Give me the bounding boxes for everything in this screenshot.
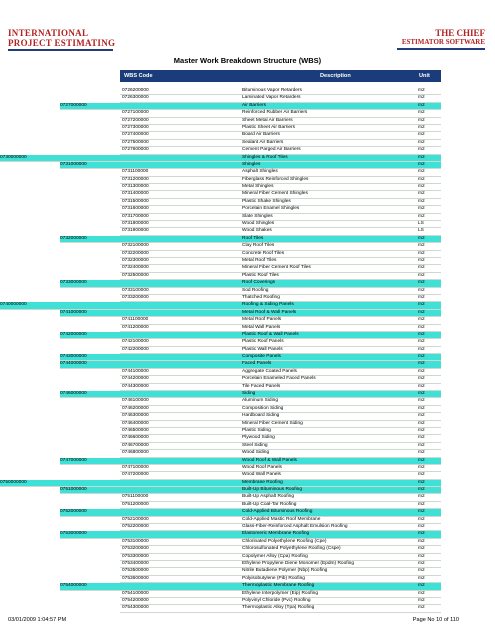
- wbs-description: Sheet Metal Air Barriers: [242, 117, 293, 123]
- wbs-description: Clay Roof Tiles: [242, 243, 275, 249]
- wbs-description: Metal Roof Panels: [242, 317, 282, 323]
- wbs-unit: m2: [418, 413, 425, 419]
- wbs-code: 0746700000: [122, 442, 149, 448]
- wbs-description: Chlorinated Polyethylene Roofing (Cpe): [242, 538, 327, 544]
- table-row: [60, 509, 441, 516]
- wbs-description: Plastic Roof Tiles: [242, 272, 279, 278]
- wbs-description: Sod Roofing: [242, 287, 269, 293]
- column-header-unit: Unit: [419, 73, 430, 79]
- wbs-code: 0754000000: [60, 583, 87, 589]
- wbs-description: Porcelain Enamel Shingles: [242, 206, 300, 212]
- wbs-code: 0730000000: [0, 154, 27, 160]
- wbs-unit: m2: [418, 427, 425, 433]
- wbs-description: Mineral Fiber Cement Roof Tiles: [242, 265, 311, 271]
- wbs-unit: m2: [418, 206, 425, 212]
- wbs-code: 0733200000: [122, 294, 149, 300]
- logo-right-line2: ESTIMATOR SOFTWARE: [401, 38, 485, 46]
- wbs-unit: m2: [418, 376, 425, 382]
- table-row: [120, 191, 441, 198]
- wbs-code: 0752200000: [122, 524, 149, 530]
- wbs-code: 0741100000: [122, 317, 149, 323]
- wbs-description: Wood Shakes: [242, 228, 272, 234]
- wbs-code: 0746200000: [122, 405, 149, 411]
- wbs-description: Mineral Fiber Cement Siding: [242, 420, 303, 426]
- wbs-unit: m2: [418, 176, 425, 182]
- wbs-unit: m2: [418, 243, 425, 249]
- table-row: [120, 546, 441, 553]
- wbs-code: 0742000000: [60, 331, 87, 337]
- table-row: [120, 554, 441, 561]
- table-row: [120, 243, 441, 250]
- wbs-code: 0746400000: [122, 420, 149, 426]
- wbs-description: Roofing & Siding Panels: [242, 302, 294, 308]
- table-row: [120, 273, 441, 280]
- wbs-code: 0744300000: [122, 383, 149, 389]
- wbs-unit: m2: [418, 597, 425, 603]
- wbs-description: Shingles & Roof Tiles: [242, 154, 288, 160]
- wbs-unit: LS: [418, 228, 424, 234]
- wbs-unit: m2: [418, 472, 425, 478]
- wbs-code: 0753400000: [122, 561, 149, 566]
- table-row: [120, 118, 441, 125]
- wbs-unit: m2: [418, 331, 425, 337]
- wbs-description: Plywood Siding: [242, 435, 275, 441]
- wbs-unit: m2: [418, 102, 425, 108]
- wbs-code: 0752000000: [60, 509, 87, 515]
- wbs-table: [0, 88, 441, 613]
- wbs-unit: LS: [418, 221, 424, 227]
- wbs-unit: m2: [418, 154, 425, 160]
- wbs-description: Polyisobutylene (Pib) Roofing: [242, 575, 305, 581]
- wbs-unit: m2: [418, 324, 425, 330]
- wbs-unit: m2: [418, 184, 425, 190]
- wbs-code: 0742100000: [122, 339, 149, 345]
- logo-right-underline: [397, 48, 485, 50]
- wbs-code: 0752100000: [122, 516, 149, 522]
- wbs-unit: m2: [418, 368, 425, 374]
- wbs-description: Faced Panels: [242, 361, 272, 367]
- wbs-code: 0753200000: [122, 546, 149, 552]
- wbs-code: 0732300000: [122, 257, 149, 263]
- wbs-unit: m2: [418, 161, 425, 167]
- table-row: [120, 132, 441, 139]
- wbs-description: Roof Coverings: [242, 280, 276, 286]
- wbs-code: 0753600000: [122, 575, 149, 581]
- wbs-description: Hardboard Siding: [242, 413, 280, 419]
- wbs-code: 0731000000: [60, 161, 87, 167]
- table-row: [0, 155, 441, 162]
- wbs-code: 0746000000: [60, 391, 87, 397]
- wbs-unit: m2: [418, 339, 425, 345]
- wbs-code: 0727400000: [122, 132, 149, 138]
- table-row: [120, 228, 441, 235]
- wbs-unit: m2: [418, 317, 425, 323]
- wbs-unit: m2: [418, 590, 425, 596]
- wbs-code: 0731700000: [122, 213, 149, 219]
- wbs-code: 0731100000: [122, 169, 149, 175]
- wbs-code: 0733100000: [122, 287, 149, 293]
- table-row: [120, 125, 441, 132]
- wbs-description: Fiberglass Reinforced Shingles: [242, 176, 309, 182]
- wbs-code: 0744200000: [122, 376, 149, 382]
- table-row: [120, 406, 441, 413]
- wbs-code: 0747000000: [60, 457, 87, 463]
- wbs-description: Cement Parged Air Barriers: [242, 147, 301, 153]
- table-row: [60, 361, 441, 368]
- wbs-unit: m2: [418, 398, 425, 404]
- wbs-unit: m2: [418, 191, 425, 197]
- table-row: [60, 531, 441, 538]
- wbs-description: Wood Roof & Wall Panels: [242, 457, 297, 463]
- wbs-unit: m2: [418, 575, 425, 581]
- wbs-code: 0754300000: [122, 605, 149, 611]
- wbs-unit: m2: [418, 494, 425, 500]
- wbs-description: Plastic Wall Panels: [242, 346, 283, 352]
- wbs-code: 0731800000: [122, 221, 149, 227]
- wbs-unit: m2: [418, 124, 425, 130]
- table-row: [120, 384, 441, 391]
- wbs-unit: m2: [418, 487, 425, 493]
- wbs-unit: m2: [418, 501, 425, 507]
- wbs-description: Thatched Roofing: [242, 294, 280, 300]
- table-row: [120, 325, 441, 332]
- wbs-unit: m2: [418, 354, 425, 360]
- table-row: [120, 169, 441, 176]
- wbs-unit: m2: [418, 531, 425, 537]
- wbs-code: 0731400000: [122, 191, 149, 197]
- wbs-unit: m2: [418, 117, 425, 123]
- column-header-code: WBS Code: [124, 73, 153, 79]
- wbs-unit: m2: [418, 287, 425, 293]
- wbs-unit: m2: [418, 561, 425, 566]
- wbs-code: 0751100000: [122, 494, 149, 500]
- wbs-code: 0747200000: [122, 472, 149, 478]
- wbs-description: Tile Faced Panels: [242, 383, 281, 389]
- table-row: [60, 583, 441, 590]
- wbs-unit: m2: [418, 583, 425, 589]
- table-row: [120, 413, 441, 420]
- wbs-code: 0753300000: [122, 553, 149, 559]
- wbs-code: 0732400000: [122, 265, 149, 271]
- table-row: [0, 480, 441, 487]
- table-row: [120, 317, 441, 324]
- wbs-description: Composition Siding: [242, 405, 284, 411]
- wbs-code: 0753500000: [122, 568, 149, 574]
- wbs-unit: m2: [418, 479, 425, 485]
- wbs-unit: m2: [418, 553, 425, 559]
- table-row: [0, 302, 441, 309]
- wbs-unit: m2: [418, 435, 425, 441]
- wbs-description: Board Air Barriers: [242, 132, 280, 138]
- wbs-description: Metal Roof Tiles: [242, 257, 277, 263]
- wbs-unit: m2: [418, 88, 425, 93]
- wbs-code: 0743000000: [60, 354, 87, 360]
- wbs-unit: m2: [418, 538, 425, 544]
- table-header: [120, 70, 441, 82]
- table-row: [120, 110, 441, 117]
- wbs-code: 0727300000: [122, 124, 149, 130]
- wbs-unit: m2: [418, 568, 425, 574]
- wbs-code: 0731900000: [122, 228, 149, 234]
- logo-right-line1: THE CHIEF: [435, 28, 485, 38]
- wbs-code: 0754100000: [122, 590, 149, 596]
- wbs-unit: m2: [418, 383, 425, 389]
- wbs-unit: m2: [418, 442, 425, 448]
- wbs-description: Plastic Sheet Air Barriers: [242, 124, 296, 130]
- wbs-code: 0727600000: [122, 147, 149, 153]
- wbs-unit: m2: [418, 309, 425, 315]
- wbs-code: 0732100000: [122, 243, 149, 249]
- wbs-description: Metal Shingles: [242, 184, 274, 190]
- logo-left-line2: PROJECT ESTIMATING: [8, 38, 116, 48]
- page-title: Master Work Breakdown Structure (WBS): [173, 56, 322, 65]
- table-row: [120, 147, 441, 154]
- wbs-code: 0726200000: [122, 88, 149, 93]
- table-row: [120, 472, 441, 479]
- wbs-unit: m2: [418, 213, 425, 219]
- wbs-unit: m2: [418, 294, 425, 300]
- table-row: [120, 95, 441, 102]
- table-row: [60, 310, 441, 317]
- wbs-description: Shingles: [242, 161, 261, 167]
- wbs-description: Glass-Fiber-Reinforced Asphalt Emulsion Roofing: [242, 524, 348, 530]
- wbs-description: Mineral Fiber Cement Shingles: [242, 191, 308, 197]
- table-row: [120, 339, 441, 346]
- wbs-description: Polyvinyl Chloride (Pvc) Roofing: [242, 597, 311, 603]
- wbs-unit: m2: [418, 250, 425, 256]
- wbs-description: Cold-Applied Mastic Roof Membrane: [242, 516, 321, 522]
- wbs-description: Plastic Roof & Wall Panels: [242, 331, 299, 337]
- wbs-unit: m2: [418, 420, 425, 426]
- wbs-code: 0732200000: [122, 250, 149, 256]
- wbs-code: 0753100000: [122, 538, 149, 544]
- wbs-description: Aluminum Siding: [242, 398, 278, 404]
- international-project-estimating-logo: [8, 28, 120, 51]
- wbs-description: Porcelain Enameled Faced Panels: [242, 376, 316, 382]
- wbs-code: 0727000000: [60, 102, 87, 108]
- wbs-code: 0727200000: [122, 117, 149, 123]
- wbs-description: Sealant Air Barriers: [242, 139, 284, 145]
- wbs-unit: m2: [418, 509, 425, 515]
- table-row: [60, 458, 441, 465]
- wbs-description: Built-Up Asphalt Roofing: [242, 494, 294, 500]
- wbs-unit: m2: [418, 605, 425, 611]
- table-row: [120, 443, 441, 450]
- wbs-description: Laminated Vapor Retarders: [242, 95, 301, 101]
- wbs-description: Chlorosulfonated Polyethylene Roofing (Cspe): [242, 546, 341, 552]
- table-row: [120, 517, 441, 524]
- table-row: [120, 376, 441, 383]
- wbs-code: 0746600000: [122, 435, 149, 441]
- table-row: [120, 605, 441, 612]
- wbs-unit: m2: [418, 524, 425, 530]
- wbs-description: Siding: [242, 391, 256, 397]
- wbs-description: Built-Up Bituminous Roofing: [242, 487, 302, 493]
- wbs-description: Nitrile Butadiene Polymer (Nbp) Roofing: [242, 568, 328, 574]
- wbs-unit: m2: [418, 464, 425, 470]
- table-row: [120, 568, 441, 575]
- wbs-description: Metal Roof & Wall Panels: [242, 309, 297, 315]
- wbs-description: Wood Shingles: [242, 221, 275, 227]
- wbs-unit: m2: [418, 346, 425, 352]
- wbs-code: 0727500000: [122, 139, 149, 145]
- wbs-description: Air Barriers: [242, 102, 266, 108]
- wbs-code: 0746300000: [122, 413, 149, 419]
- wbs-code: 0746500000: [122, 427, 149, 433]
- footer-page-number: Page No 10 of 110: [412, 617, 459, 623]
- table-row: [120, 221, 441, 228]
- table-row: [120, 177, 441, 184]
- wbs-description: Slate Shingles: [242, 213, 273, 219]
- wbs-code: 0732500000: [122, 272, 149, 278]
- wbs-code: 0740000000: [0, 302, 27, 308]
- wbs-description: Ethylene Interpolymer (Eip) Roofing: [242, 590, 318, 596]
- wbs-unit: m2: [418, 95, 425, 101]
- wbs-code: 0744100000: [122, 368, 149, 374]
- wbs-code: 0746800000: [122, 450, 149, 456]
- table-row: [120, 265, 441, 272]
- wbs-code: 0746100000: [122, 398, 149, 404]
- wbs-unit: m2: [418, 235, 425, 241]
- wbs-unit: m2: [418, 516, 425, 522]
- wbs-unit: m2: [418, 132, 425, 138]
- table-row: [120, 251, 441, 258]
- wbs-description: Wood Siding: [242, 450, 270, 456]
- wbs-code: 0751000000: [60, 487, 87, 493]
- wbs-description: Copolymer Alloy (Cpa) Roofing: [242, 553, 308, 559]
- wbs-description: Built-Up Coal-Tar Roofing: [242, 501, 297, 507]
- wbs-unit: m2: [418, 450, 425, 456]
- wbs-code: 0732000000: [60, 235, 87, 241]
- wbs-code: 0727100000: [122, 110, 149, 116]
- wbs-description: Plastic Roof Panels: [242, 339, 284, 345]
- wbs-code: 0741000000: [60, 309, 87, 315]
- table-row: [60, 280, 441, 287]
- wbs-code: 0733000000: [60, 280, 87, 286]
- wbs-unit: m2: [418, 257, 425, 263]
- wbs-description: Steel Siding: [242, 442, 268, 448]
- wbs-description: Ethylene Propylene Diene Monomer (Epdm) Roofing: [242, 561, 354, 566]
- table-row: [120, 421, 441, 428]
- wbs-description: Concrete Roof Tiles: [242, 250, 285, 256]
- wbs-description: Reinforced Rubber Air Barriers: [242, 110, 308, 116]
- logo-left-underline: [8, 49, 113, 51]
- wbs-code: 0741200000: [122, 324, 149, 330]
- wbs-description: Wood Wall Panels: [242, 472, 281, 478]
- wbs-description: Thermoplastic Membrane Roofing: [242, 583, 315, 589]
- wbs-unit: m2: [418, 110, 425, 116]
- table-row: [120, 450, 441, 457]
- wbs-unit: m2: [418, 147, 425, 153]
- wbs-code: 0731500000: [122, 198, 149, 204]
- wbs-code: 0753000000: [60, 531, 87, 537]
- wbs-description: Wood Roof Panels: [242, 464, 282, 470]
- table-row: [120, 347, 441, 354]
- footer-timestamp: 03/01/2009 1:04:57 PM: [8, 617, 67, 623]
- wbs-description: Plastic Shake Shingles: [242, 198, 291, 204]
- wbs-code: 0731600000: [122, 206, 149, 212]
- table-row: [120, 288, 441, 295]
- wbs-unit: m2: [418, 302, 425, 308]
- wbs-code: 0731200000: [122, 176, 149, 182]
- table-row: [120, 214, 441, 221]
- wbs-unit: m2: [418, 265, 425, 271]
- wbs-unit: m2: [418, 280, 425, 286]
- table-row: [120, 206, 441, 213]
- wbs-code: 0744000000: [60, 361, 87, 367]
- wbs-unit: m2: [418, 169, 425, 175]
- wbs-unit: m2: [418, 272, 425, 278]
- wbs-description: Roof Tiles: [242, 235, 264, 241]
- chief-estimator-software-logo: [385, 28, 485, 50]
- column-header-description: Description: [320, 73, 351, 79]
- wbs-description: Metal Wall Panels: [242, 324, 281, 330]
- wbs-code: 0754200000: [122, 597, 149, 603]
- wbs-code: 0731300000: [122, 184, 149, 190]
- wbs-description: Plastic Siding: [242, 427, 271, 433]
- wbs-code: 0751200000: [122, 501, 149, 507]
- wbs-unit: m2: [418, 546, 425, 552]
- wbs-description: Cold-Applied Bituminous Roofing: [242, 509, 313, 515]
- wbs-unit: m2: [418, 361, 425, 367]
- table-row: [120, 591, 441, 598]
- wbs-description: Composite Panels: [242, 354, 281, 360]
- wbs-code: 0750000000: [0, 479, 27, 485]
- wbs-code: 0742200000: [122, 346, 149, 352]
- table-row: [120, 494, 441, 501]
- table-row: [120, 428, 441, 435]
- wbs-unit: m2: [418, 391, 425, 397]
- wbs-description: Bituminous Vapor Retarders: [242, 88, 302, 93]
- wbs-unit: m2: [418, 139, 425, 145]
- wbs-unit: m2: [418, 457, 425, 463]
- wbs-unit: m2: [418, 405, 425, 411]
- wbs-code: 0747100000: [122, 464, 149, 470]
- table-row: [120, 435, 441, 442]
- wbs-description: Thermoplastic Alloy (Tpa) Roofing: [242, 605, 315, 611]
- wbs-description: Membrane Roofing: [242, 479, 283, 485]
- table-row: [120, 398, 441, 405]
- wbs-unit: m2: [418, 198, 425, 204]
- wbs-description: Elastomeric Membrane Roofing: [242, 531, 310, 537]
- wbs-code: 0726300000: [122, 95, 149, 101]
- logo-left-line1: INTERNATIONAL: [8, 28, 89, 38]
- wbs-description: Asphalt Shingles: [242, 169, 278, 175]
- wbs-description: Aggregate Coated Panels: [242, 368, 297, 374]
